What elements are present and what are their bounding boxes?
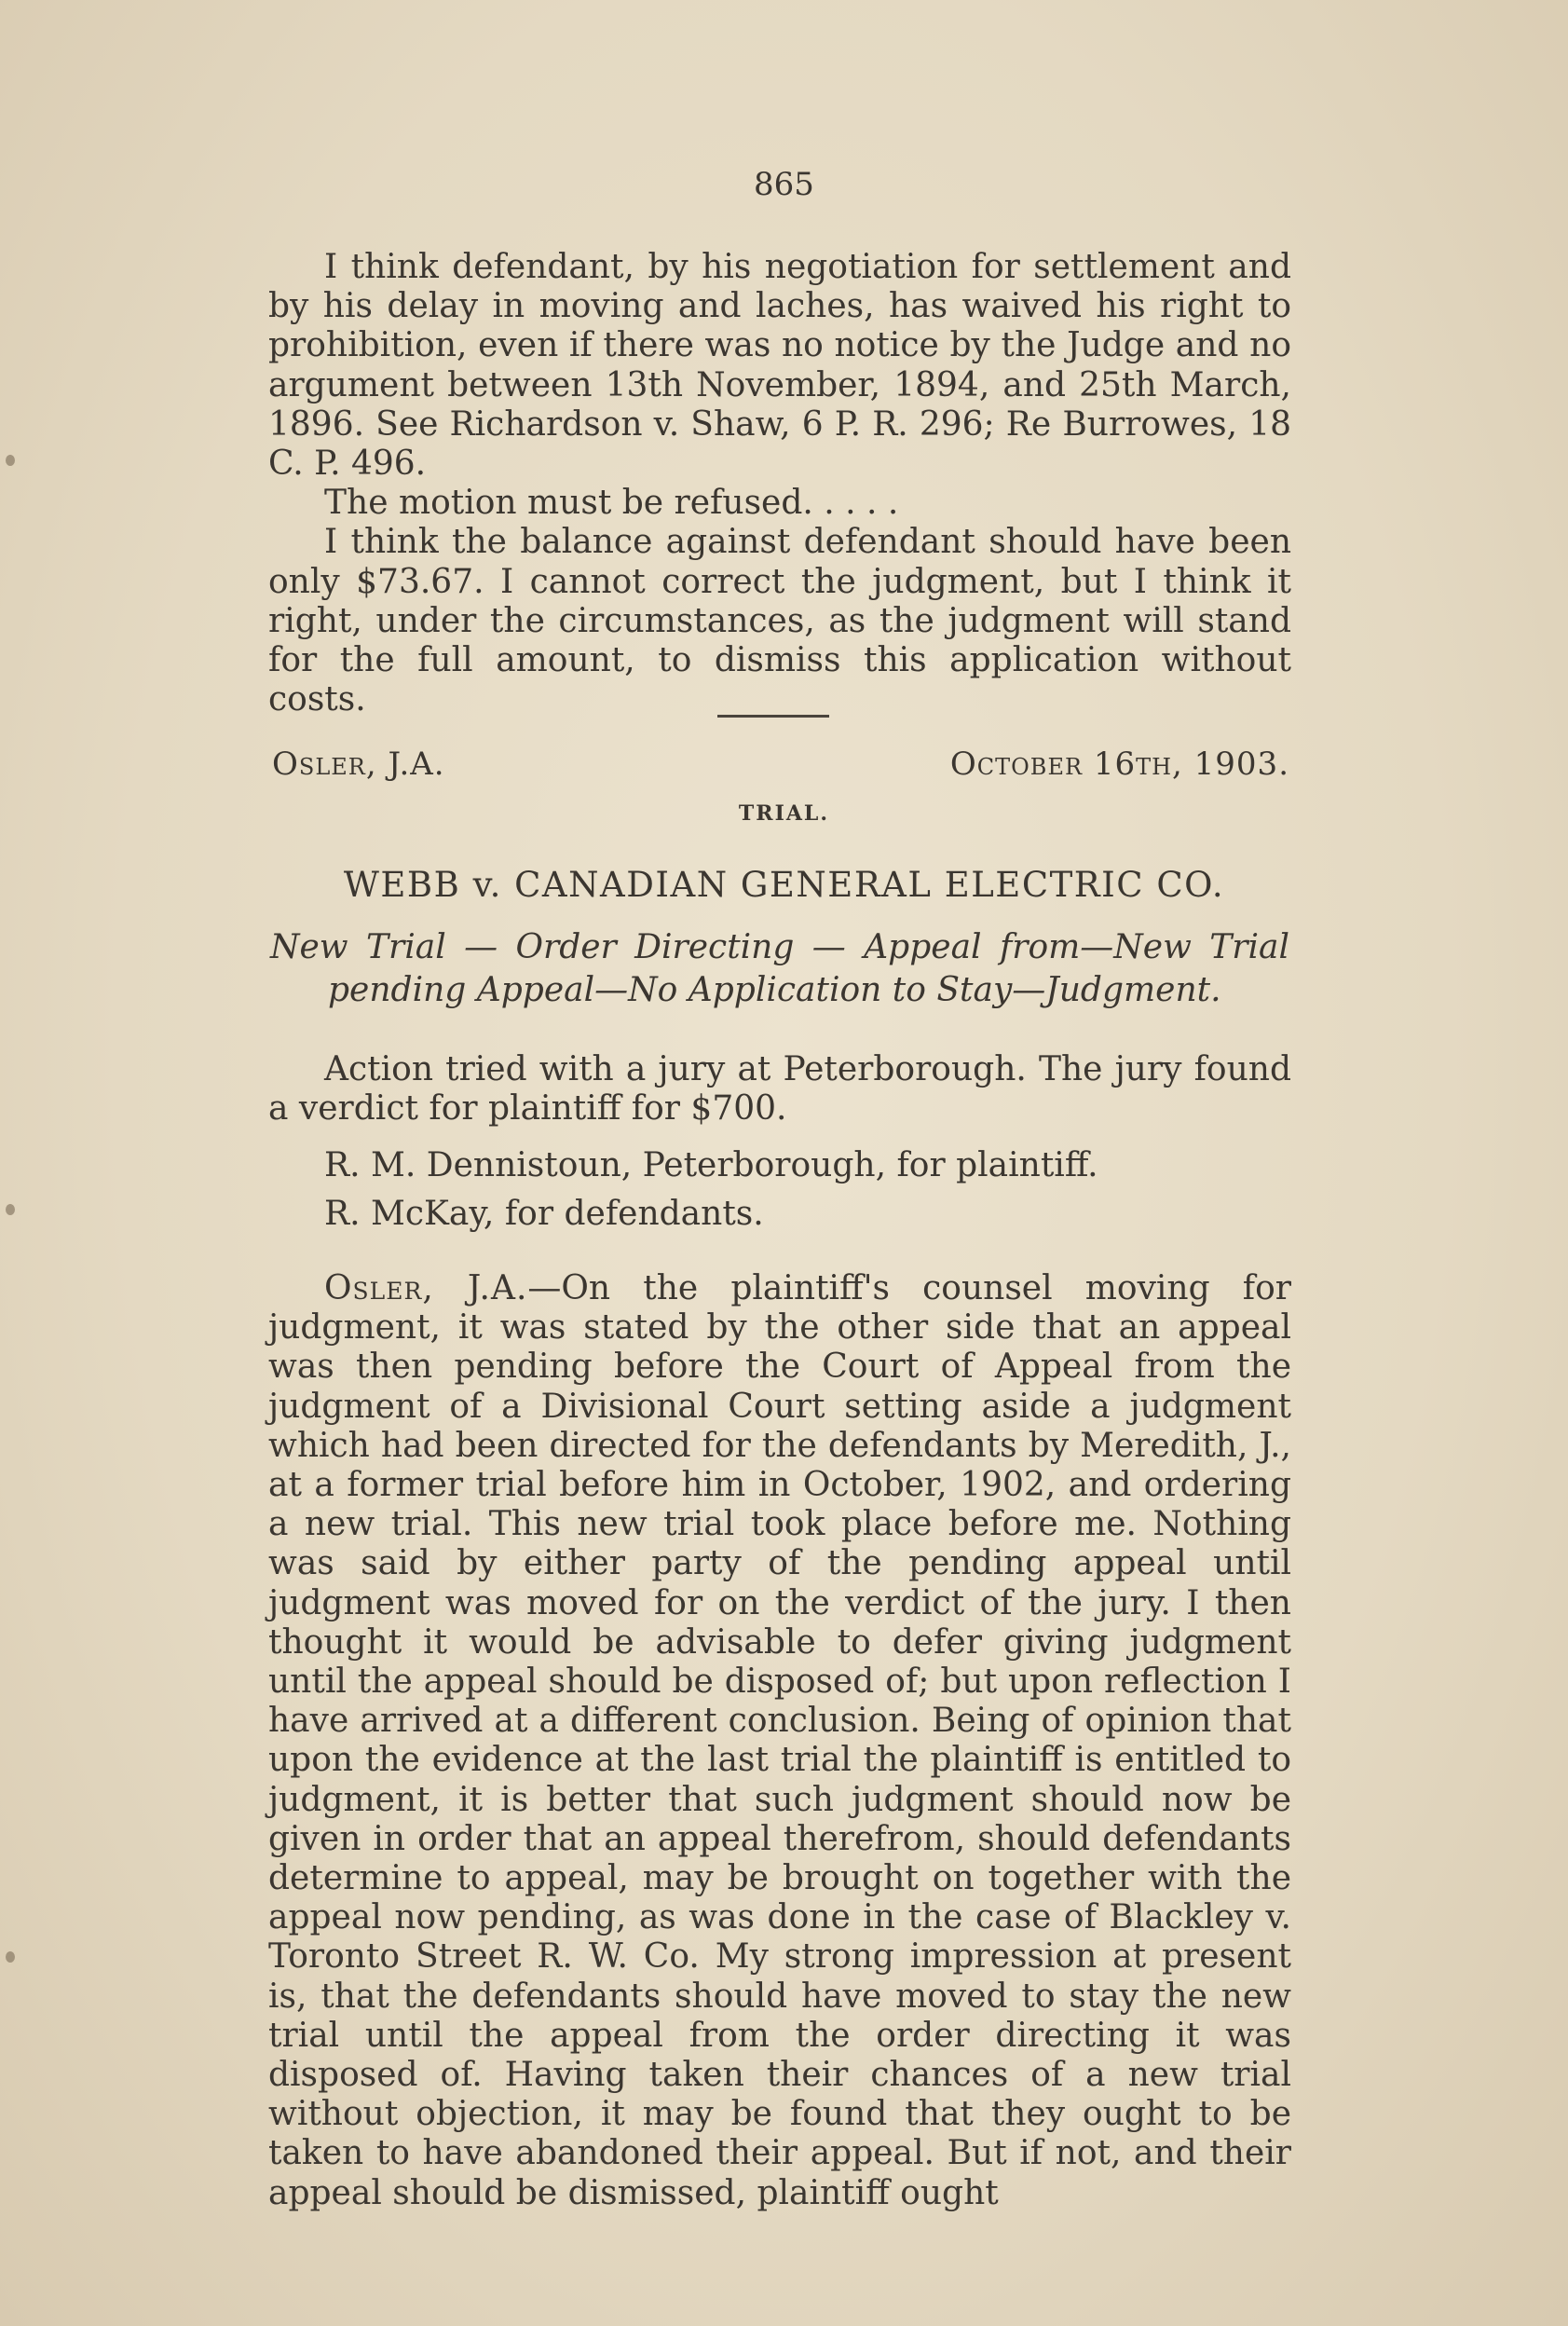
- judge-name: Osler, J.A.: [272, 746, 445, 783]
- paragraph-prohibition: I think defendant, by his negotiation for settlement and by his delay in moving and laches, has waived his right to prohibition, even if there was no notice by the Judge and no argument between 13th November, 1894, and 25th March, 1896. See Richardson v. Shaw, 6 P. R. 296; Re Burrowes, 18 C. P. 496.: [268, 248, 1291, 484]
- headnote: [270, 926, 1289, 1012]
- counsel-defendant: R. McKay, for defendants.: [324, 1195, 764, 1234]
- judgment-date: October 16th, 1903.: [949, 746, 1289, 783]
- judgment-paragraph: [268, 1269, 1291, 2213]
- counsel-section: [268, 1146, 1291, 1234]
- paragraph-balance: I think the balance against defendant should have been only $73.67. I cannot correct the judgment, but I think it right, under the circumstances, as the judgment will stand for the full amount, to dismiss this application without costs.: [268, 523, 1291, 719]
- facts-paragraph: Action tried with a jury at Peterborough. The jury found a verdict for plaintiff for $700.: [268, 1050, 1291, 1129]
- page-number: 865: [754, 166, 814, 203]
- section-label: TRIAL.: [738, 801, 830, 826]
- headnote-line-1: New Trial — Order Directing — Appeal from—New Trial: [270, 928, 1289, 966]
- case-title: WEBB v. CANADIAN GENERAL ELECTRIC CO.: [343, 865, 1225, 905]
- judgment-header: [272, 746, 1289, 783]
- page-speck: [6, 1951, 15, 1963]
- judgment-speaker: Osler, J.A.: [324, 1269, 528, 1307]
- judgment-section: [268, 1269, 1291, 2213]
- judgment-text: —On the plaintiff's counsel moving for judgment, it was stated by the other side that an appeal was then pending before the Court of Appeal from the judgment of a Divisional Court setting aside a judgment which had been directed for the defendants by Meredith, J., at a former trial before him in October, 1902, and ordering a new trial. This new trial took place before me. Nothing was said by either party of the pending appeal until judgment was moved for on the verdict of the jury. I then thought it would be advisable to defer giving judgment until the appeal should be disposed of; but upon reflection I have arrived at a different conclusion. Being of opinion that upon the evidence at the last trial the plaintiff is entitled to judgment, it is better that such judgment should now be given in order that an appeal therefrom, should defendants determine to appeal, may be brought on together with the appeal now pending, as was done in the case of Blackley v. Toronto Street R. W. Co. My strong impression at present is, that the defendants should have moved to stay the new trial until the appeal from the order directing it was disposed of. Having taken their chances of a new trial without objection, it may be found that they ought to be taken to have abandoned their appeal. But if not, and their appeal should be dismissed, plaintiff ought: [268, 1269, 1291, 2212]
- top-section: [268, 248, 1291, 719]
- page-speck: [6, 455, 15, 466]
- page-speck: [6, 1204, 15, 1215]
- paragraph-motion-refused: The motion must be refused. . . . .: [324, 484, 899, 523]
- counsel-plaintiff: R. M. Dennistoun, Peterborough, for plaintiff.: [324, 1146, 1098, 1184]
- headnote-line-2: pending Appeal—No Application to Stay—Judgment.: [328, 971, 1221, 1009]
- section-divider: [717, 715, 829, 718]
- facts-section: [268, 1050, 1291, 1129]
